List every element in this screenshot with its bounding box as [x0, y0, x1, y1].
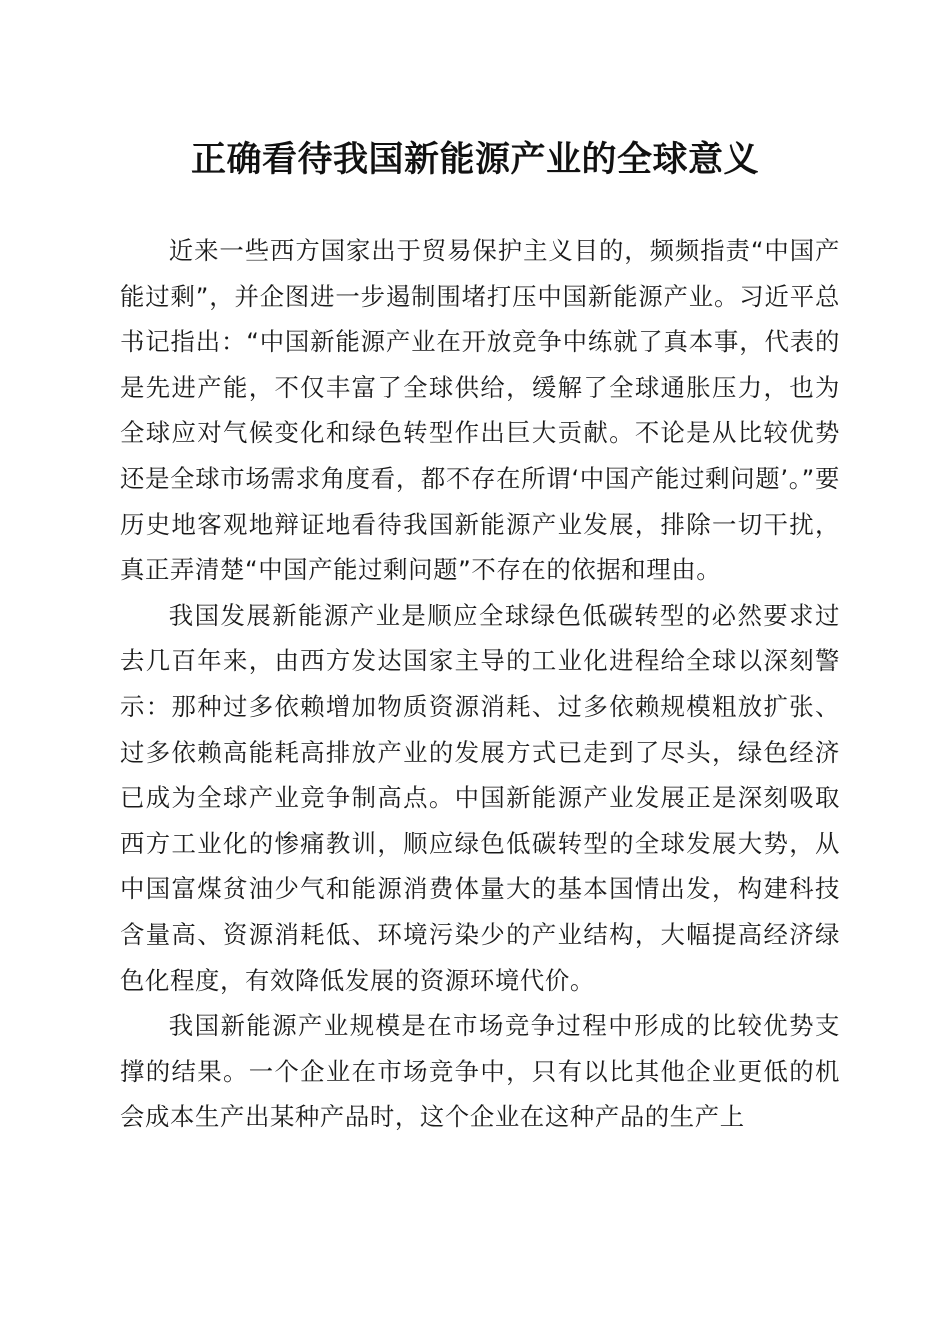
document-title: 正确看待我国新能源产业的全球意义 [190, 139, 759, 180]
paragraph: 近来一些西方国家出于贸易保护主义目的，频频指责“中国产能过剩”，并企图进一步遏制围堵打压中国新能源产业。习近平总书记指出：“中国新能源产业在开放竞争中练就了真本事，代表的是先进产能，不仅丰富了全球供给，缓解了全球通胀压力，也为全球应对气候变化和绿色转型作出巨大贡献。不论是从比较优势还是全球市场需求角度看，都不存在所谓‘中国产能过剩问题’。”要历史地客观地辩证地看待我国新能源产业发展，排除一切干扰，真正弄清楚“中国产能过剩问题”不存在的依据和理由。 [120, 236, 840, 585]
paragraph: 我国新能源产业规模是在市场竞争过程中形成的比较优势支撑的结果。一个企业在市场竞争中，只有以比其他企业更低的机会成本生产出某种产品时，这个企业在这种产品的生产上 [120, 1011, 840, 1132]
document-body [120, 228, 840, 1140]
paragraph: 我国发展新能源产业是顺应全球绿色低碳转型的必然要求过去几百年来，由西方发达国家主导的工业化进程给全球以深刻警示：那种过多依赖增加物质资源消耗、过多依赖规模粗放扩张、过多依赖高能耗高排放产业的发展方式已走到了尽头，绿色经济已成为全球产业竞争制高点。中国新能源产业发展正是深刻吸取西方工业化的惨痛教训，顺应绿色低碳转型的全球发展大势，从中国富煤贫油少气和能源消费体量大的基本国情出发，构建科技含量高、资源消耗低、环境污染少的产业结构，大幅提高经济绿色化程度，有效降低发展的资源环境代价。 [120, 600, 840, 995]
